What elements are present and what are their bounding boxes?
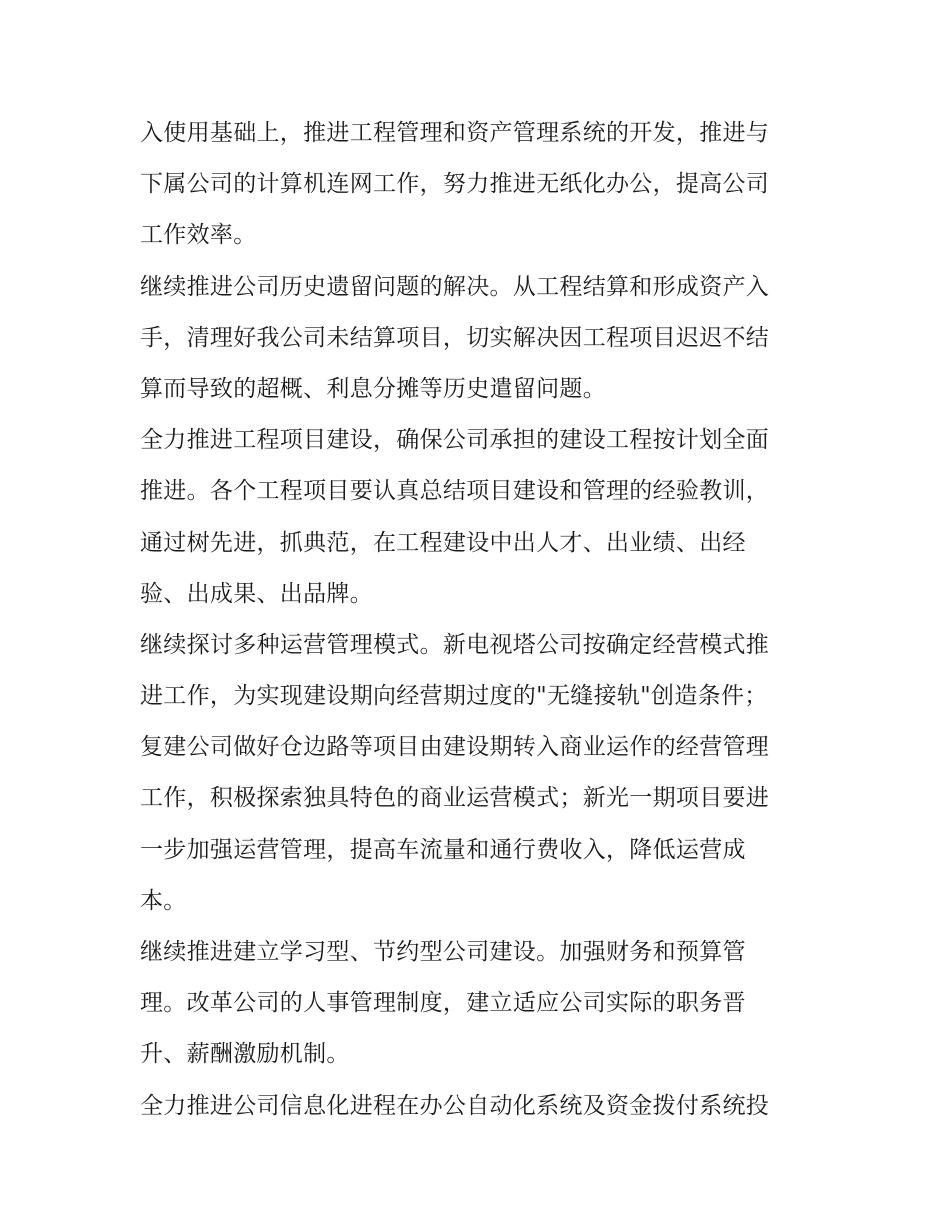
text-line: 入使用基础上，推进工程管理和资产管理系统的开发，推进与 [140, 120, 770, 146]
text-line: 继续推进公司历史遗留问题的解决。从工程结算和形成资产入 [140, 273, 770, 300]
text-line: 继续探讨多种运营管理模式。新电视塔公司按确定经营模式推 [140, 631, 770, 658]
text-line: 全力推进工程项目建设，确保公司承担的建设工程按计划全面 [140, 427, 770, 454]
text-line: 下属公司的计算机连网工作，努力推进无纸化办公，提高公司 [140, 171, 770, 198]
text-line: 本。 [140, 887, 187, 914]
text-line: 全力推进公司信息化进程在办公自动化系统及资金拨付系统投 [140, 1092, 770, 1119]
text-line: 一步加强运营管理，提高车流量和通行费收入，降低运营成 [140, 836, 746, 863]
text-line: 工作效率。 [140, 222, 257, 249]
text-line: 算而导致的超概、利息分摊等历史遣留问题。 [140, 375, 606, 402]
document-body [140, 108, 820, 1132]
text-line: 理。改革公司的人事管理制度，建立适应公司实际的职务晋 [140, 990, 746, 1017]
text-line: 通过树先进，抓典范，在工程建设中出人才、出业绩、出经 [140, 529, 746, 556]
text-line: 工作，积极探索独具特色的商业运营模式；新光一期项目要进 [140, 785, 770, 812]
text-line: 推进。各个工程项目要认真总结项目建设和管理的经验教训， [140, 478, 770, 505]
text-line: 进工作，为实现建设期向经营期过度的"无缝接轨"创造条件； [140, 683, 768, 710]
text-line: 复建公司做好仓边路等项目由建设期转入商业运作的经营管理 [140, 734, 770, 761]
text-line: 升、薪酬激励机制。 [140, 1041, 350, 1068]
text-line: 手，清理好我公司未结算项目，切实解决因工程项目迟迟不结 [140, 324, 770, 351]
text-line: 继续推进建立学习型、节约型公司建设。加强财务和预算管 [140, 939, 746, 965]
text-line: 验、出成果、出品牌。 [140, 580, 373, 607]
